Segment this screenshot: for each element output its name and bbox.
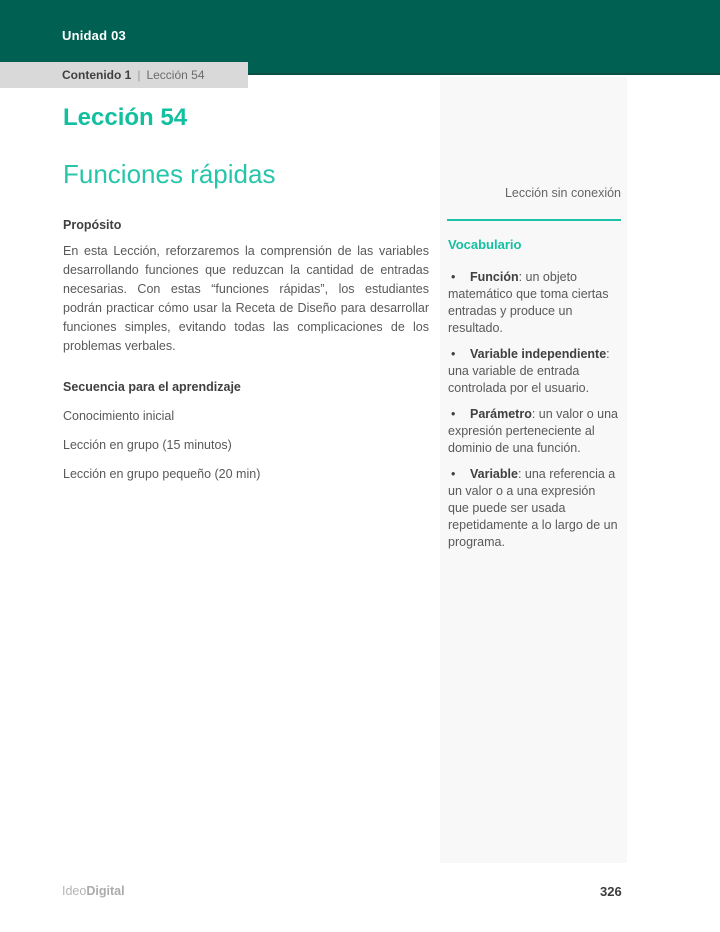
vocab-definition: : una variable de entrada controlada por el usuario. [448, 347, 610, 395]
unit-label: Unidad 03 [62, 28, 126, 43]
sequence-item: Lección en grupo pequeño (20 min) [63, 467, 261, 481]
bullet-icon: • [451, 270, 456, 284]
bullet-icon: • [451, 467, 456, 481]
vocabulary-heading: Vocabulario [448, 237, 522, 252]
breadcrumb-lesson-label: Lección 54 [146, 68, 205, 82]
vocabulary-item [448, 346, 618, 397]
vocab-definition: : un valor o una expresión perteneciente al dominio de una función. [448, 407, 619, 455]
purpose-paragraph: En esta Lección, reforzaremos la comprensión de las variables desarrollando funciones que reduzcan la cantidad de entradas necesarias. Con estas “funciones rápidas”, los estudiantes podrán practicar cómo usar la Receta de Diseño para desarrollar funciones simples, evitando todas las complicaciones de los problemas verbales. [63, 244, 429, 353]
footer-brand [62, 884, 125, 898]
breadcrumb-content-label: Contenido 1 [62, 68, 132, 82]
page-number: 326 [600, 884, 622, 899]
vocabulary-item [448, 269, 618, 337]
brand-bold: Digital [86, 884, 125, 898]
brand-light: Ideo [62, 884, 87, 898]
lesson-subtitle: Funciones rápidas [63, 159, 276, 189]
vocab-definition: : un objeto matemático que toma ciertas entradas y produce un resultado. [448, 270, 609, 335]
vocab-term: Variable [470, 467, 518, 481]
offline-mode-label: Lección sin conexión [504, 186, 621, 200]
page-title: Lección 54 [63, 104, 188, 131]
vocabulary-list [448, 269, 618, 560]
vocabulary-item [448, 406, 618, 457]
breadcrumb [0, 62, 248, 88]
bullet-icon: • [451, 407, 456, 421]
vocab-definition: : una referencia a un valor o a una expresión que puede ser usada repetidamente a lo largo de un programa. [448, 467, 618, 549]
sidebar-divider [447, 219, 621, 221]
main-content [63, 100, 429, 481]
bullet-icon: • [451, 347, 456, 361]
purpose-heading: Propósito [63, 218, 122, 232]
sidebar-panel [440, 77, 627, 863]
breadcrumb-separator: | [137, 68, 141, 82]
vocab-term: Función [470, 270, 519, 284]
sequence-item: Conocimiento inicial [63, 409, 175, 423]
vocabulary-item [448, 466, 618, 551]
sequence-heading: Secuencia para el aprendizaje [63, 380, 241, 394]
vocab-term: Variable independiente [470, 347, 607, 361]
vocab-term: Parámetro [470, 407, 532, 421]
sequence-item: Lección en grupo (15 minutos) [63, 438, 232, 452]
